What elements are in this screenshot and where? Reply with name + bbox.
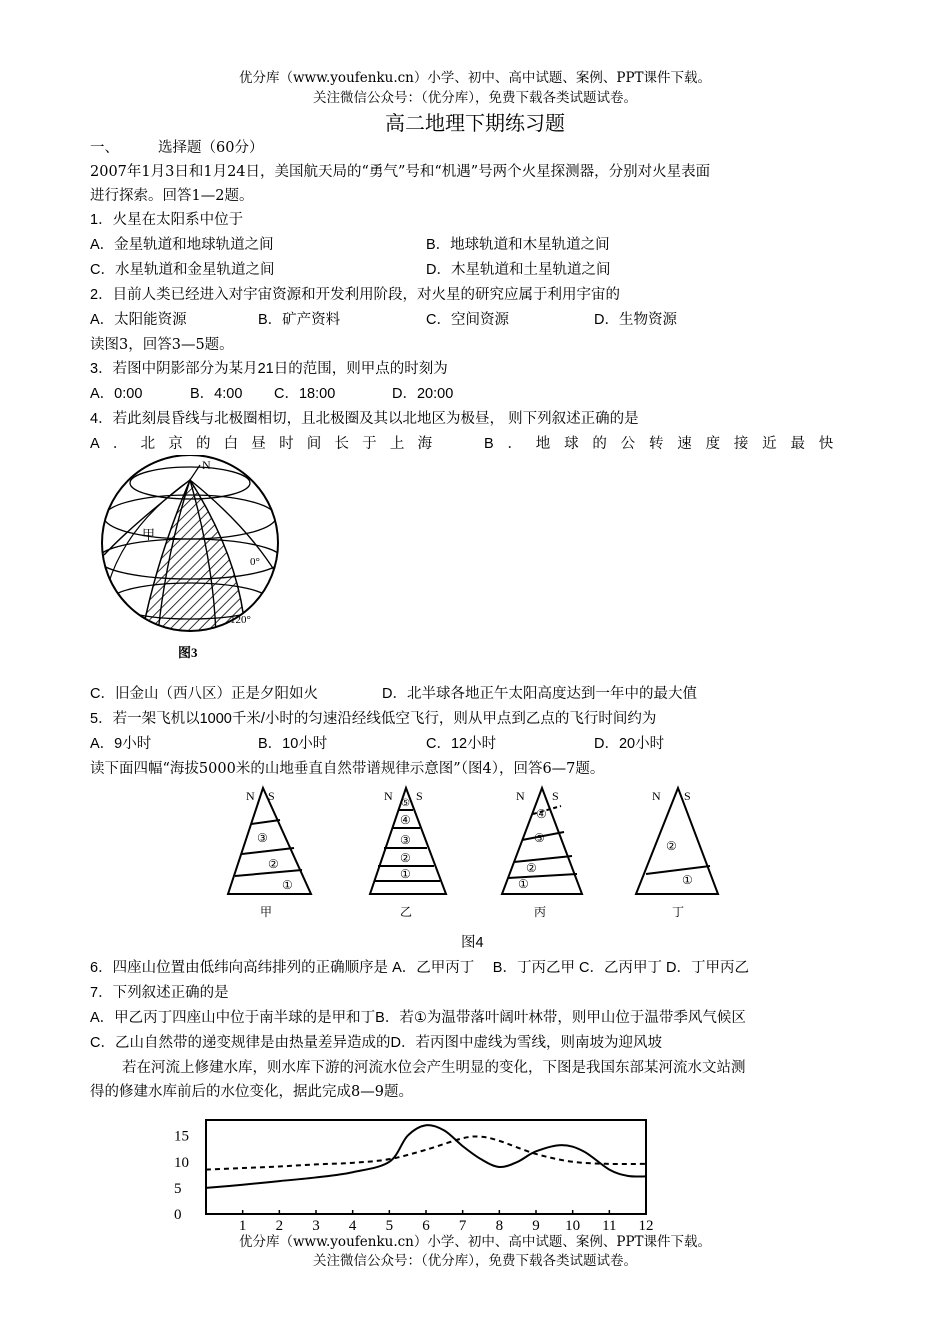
intro-3: 读下面四幅“海拔5000米的山地垂直自然带谱规律示意图”（图4），回答6—7题。: [90, 761, 605, 777]
figure-3-120-label: 120°: [230, 614, 251, 626]
q1-option-c: C．水星轨道和金星轨道之间: [90, 262, 275, 278]
jia-zone-3: ③: [257, 831, 268, 845]
q3-option-a: A．0:00: [90, 386, 143, 402]
jia-zone-1: ①: [282, 878, 293, 892]
bing-n: N: [516, 789, 525, 803]
q5-option-a: A．9小时: [90, 736, 152, 752]
figure-3-zero-label: 0°: [250, 556, 260, 568]
figure-4-caption: 图4: [461, 935, 484, 951]
x-tick-label: 1: [238, 1218, 247, 1234]
ding-zone-1: ①: [682, 873, 693, 887]
yi-zone-5: ⑤: [401, 798, 410, 809]
yi-zone-1: ①: [400, 867, 411, 881]
yi-zone-4: ④: [400, 813, 411, 827]
mountain-bing: [502, 788, 582, 919]
q1-option-b: B．地球轨道和木星轨道之间: [426, 237, 610, 253]
series-dashed-line: [206, 1136, 646, 1169]
q3-option-c: C．18:00: [274, 386, 336, 402]
q4-option-b: B．地球的公转速度接近最快: [484, 436, 848, 452]
x-tick-label: 3: [312, 1218, 320, 1234]
intro-1-line-1: 2007年1月3日和1月24日，美国航天局的“勇气”号和“机遇”号两个火星探测器，分别对火星表面: [90, 164, 711, 180]
q1-option-a: A．金星轨道和地球轨道之间: [90, 237, 274, 253]
q4-option-c: C．旧金山（西八区）正是夕阳如火: [90, 686, 318, 702]
q3-option-d: D．20:00: [392, 386, 454, 402]
y-tick-label: 5: [174, 1180, 182, 1197]
ding-zone-2: ②: [666, 839, 677, 853]
q3-stem: 3．若图中阴影部分为某月21日的范围，则甲点的时刻为: [90, 361, 448, 377]
x-tick-label: 9: [532, 1218, 540, 1234]
y-tick-label: 10: [174, 1154, 189, 1171]
q5-stem: 5．若一架飞机以1000千米/小时的匀速沿经线低空飞行，则从甲点到乙点的飞行时间约为: [90, 711, 657, 727]
footer-line-2: 关注微信公众号：（优分库），免费下载各类试题试卷。: [313, 1253, 637, 1269]
figure-3-jia-label: 甲: [142, 527, 156, 542]
ding-name: 丁: [672, 905, 685, 919]
header-line-1: 优分库（www.youfenku.cn）小学、初中、高中试题、案例、PPT课件下载。: [238, 70, 712, 86]
bing-name: 丙: [534, 905, 547, 919]
figure-3-caption: 图3: [178, 645, 198, 660]
yi-name: 乙: [400, 905, 413, 919]
section-label: 选择题（60分）: [158, 140, 264, 156]
jia-n: N: [246, 789, 255, 803]
q2-option-b: B．矿产资料: [258, 312, 341, 328]
page-title: 高二地理下期练习题: [385, 111, 565, 135]
yi-n: N: [384, 789, 393, 803]
figure-3-globe: [96, 455, 296, 665]
x-tick-label: 7: [458, 1218, 467, 1234]
q7-options-cd: C．乙山自然带的递变规律是由热量差异造成的D．若丙图中虚线为雪线，则南坡为迎风坡: [90, 1035, 662, 1051]
q4-stem: 4．若此刻晨昏线与北极圈相切，且北极圈及其以北地区为极昼， 则下列叙述正确的是: [90, 411, 639, 427]
x-tick-label: 11: [602, 1218, 617, 1234]
x-tick-label: 8: [495, 1218, 504, 1234]
y-tick-label: 15: [174, 1128, 189, 1145]
q6-text: 6．四座山位置由低纬向高纬排列的正确顺序是 A．乙甲丙丁 B．丁丙乙甲 C．乙丙甲丁 D．丁甲丙乙: [90, 960, 749, 976]
bing-zone-1: ①: [518, 877, 529, 891]
q2-stem: 2．目前人类已经进入对宇宙资源和开发利用阶段，对火星的研究应属于利用宇宙的: [90, 287, 621, 303]
figure-4-mountains: [220, 782, 740, 922]
header-line-2: 关注微信公众号：（优分库），免费下载各类试题试卷。: [313, 90, 637, 106]
q5-option-d: D．20小时: [594, 736, 665, 752]
yi-zone-3: ③: [400, 833, 411, 847]
q4-option-d: D．北半球各地正午太阳高度达到一年中的最大值: [382, 686, 697, 702]
yi-zone-2: ②: [400, 851, 411, 865]
jia-s: S: [268, 789, 275, 803]
mountain-yi: [370, 788, 446, 919]
jia-name: 甲: [260, 905, 273, 919]
jia-zone-2: ②: [268, 857, 279, 871]
q7-stem: 7．下列叙述正确的是: [90, 985, 229, 1001]
footer-line-1: 优分库（www.youfenku.cn）小学、初中、高中试题、案例、PPT课件下载。: [238, 1234, 712, 1250]
q5-option-c: C．12小时: [426, 736, 497, 752]
ding-s: S: [684, 789, 691, 803]
x-tick-label: 4: [348, 1218, 357, 1234]
section-number: 一、: [90, 140, 119, 156]
x-tick-label: 5: [385, 1218, 394, 1234]
q7-options-ab: A．甲乙丙丁四座山中位于南半球的是甲和丁B．若①为温带落叶阔叶林带，则甲山位于温带季风气候区: [90, 1010, 746, 1026]
x-tick-label: 2: [275, 1218, 284, 1234]
q1-stem: 1．火星在太阳系中位于: [90, 212, 244, 228]
x-tick-label: 12: [638, 1218, 654, 1234]
x-tick-label: 10: [565, 1218, 581, 1234]
intro-4-line-2: 得的修建水库前后的水位变化，据此完成8—9题。: [90, 1084, 413, 1100]
q4-option-a: A．北京的白昼时间长于上海: [90, 436, 446, 452]
ding-n: N: [652, 789, 661, 803]
x-tick-label: 6: [422, 1218, 430, 1234]
bing-zone-4: ④: [536, 807, 547, 821]
mountain-ding: [636, 788, 718, 919]
q2-option-c: C．空间资源: [426, 312, 509, 328]
q2-option-a: A．太阳能资源: [90, 312, 187, 328]
intro-1-line-2: 进行探索。回答1—2题。: [90, 188, 254, 204]
intro-2: 读图3，回答3—5题。: [90, 337, 234, 353]
bing-s: S: [552, 789, 559, 803]
intro-4-line-1: 若在河流上修建水库，则水库下游的河流水位会产生明显的变化，下图是我国东部某河流水文站测: [122, 1060, 746, 1076]
figure-3-n-label: N: [202, 458, 211, 472]
bing-zone-3: ③: [534, 831, 545, 845]
water-level-chart: [160, 1112, 660, 1234]
q3-option-b: B．4:00: [190, 386, 243, 402]
y-tick-label: 0: [174, 1207, 182, 1223]
q5-option-b: B．10小时: [258, 736, 328, 752]
yi-s: S: [416, 789, 423, 803]
series-solid-line: [206, 1125, 646, 1188]
bing-zone-2: ②: [526, 861, 537, 875]
q2-option-d: D．生物资源: [594, 312, 677, 328]
mountain-jia: [228, 788, 311, 919]
q1-option-d: D．木星轨道和土星轨道之间: [426, 262, 611, 278]
